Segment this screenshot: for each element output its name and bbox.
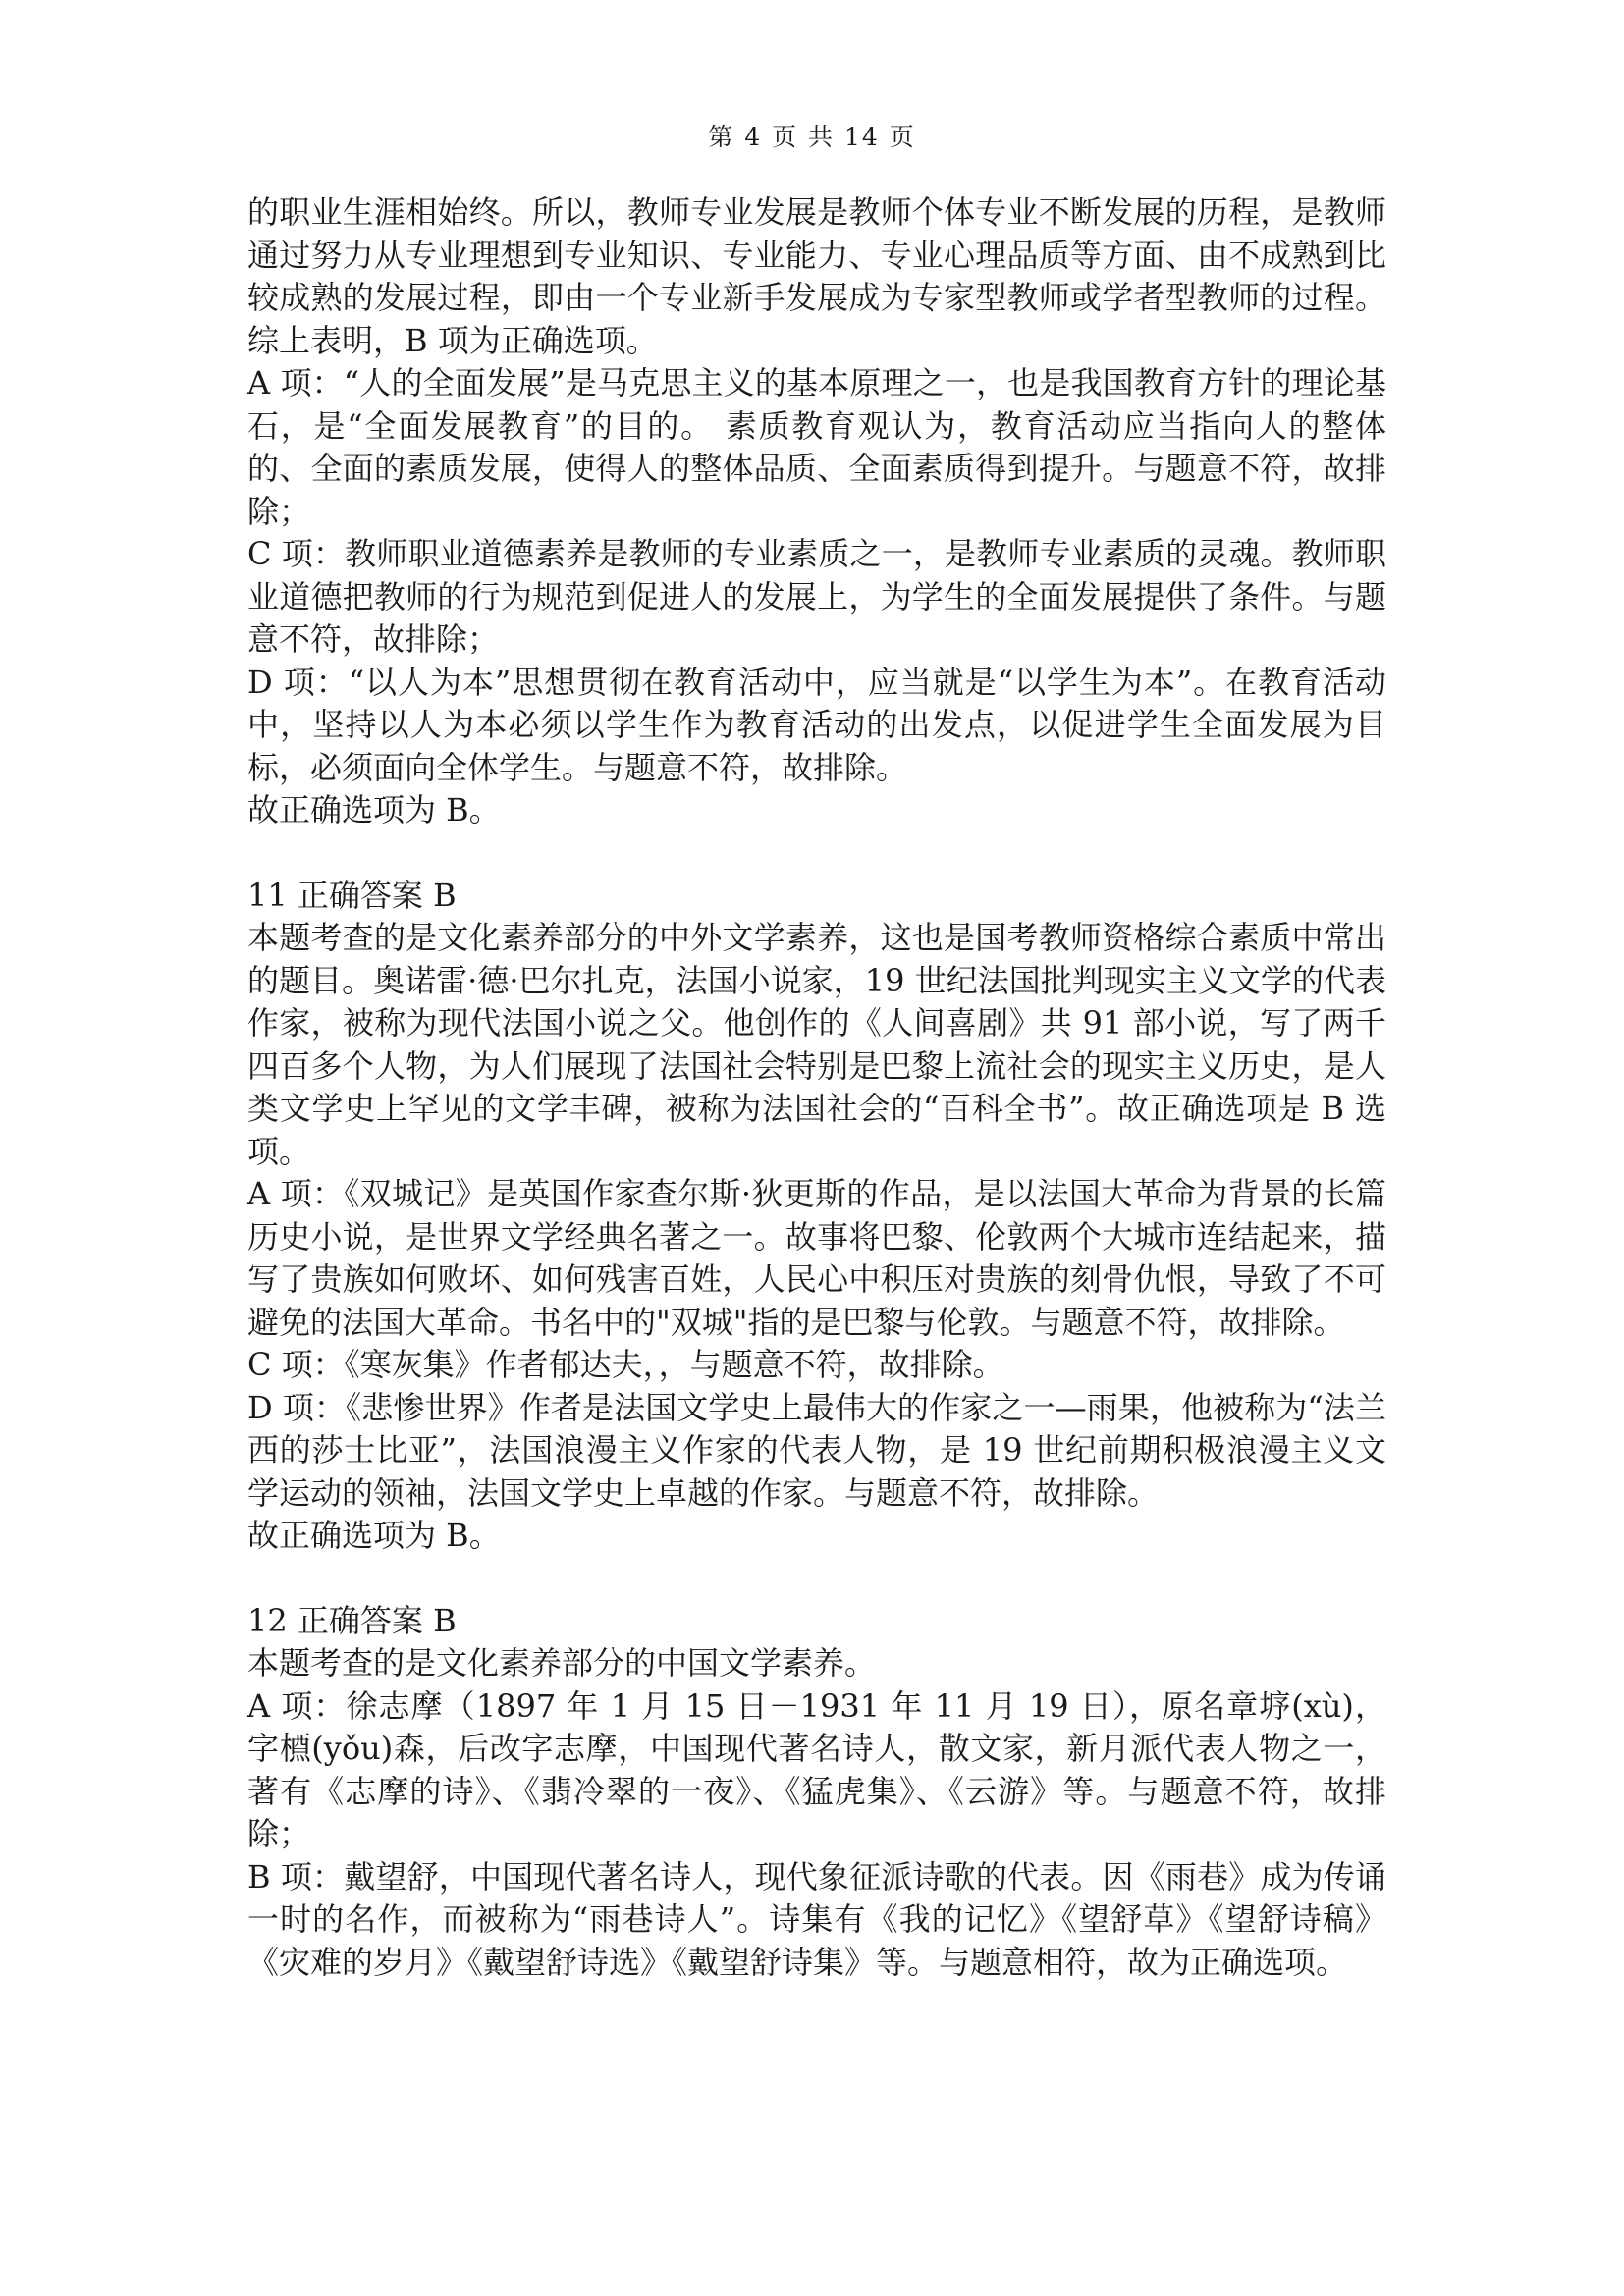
paragraph: 故正确选项为 B。 (247, 791, 501, 828)
paragraph: C 项：教师职业道德素养是教师的专业素质之一，是教师专业素质的灵魂。教师职业道德把教师的行为规范到促进人的发展上，为学生的全面发展提供了条件。与题意不符，故排除； (247, 535, 1386, 658)
paragraph: D 项：“以人为本”思想贯彻在教育活动中，应当就是“以学生为本”。在教育活动中，坚持以人为本必须以学生作为教育活动的出发点，以促进学生全面发展为目标，必须面向全体学生。与题意不符，故排除。 (247, 663, 1386, 786)
paragraph: 的职业生涯相始终。所以，教师专业发展是教师个体专业不断发展的历程，是教师通过努力从专业理想到专业知识、专业能力、专业心理品质等方面、由不成熟到比较成熟的发展过程，即由一个专业新手发展成为专家型教师或学者型教师的过程。综上表明，B 项为正确选项。 (247, 193, 1386, 359)
paragraph: A 项：“人的全面发展”是马克思主义的基本原理之一，也是我国教育方针的理论基石，是“全面发展教育”的目的。 素质教育观认为，教育活动应当指向人的整体的、全面的素质发展，使得人的整体品质、全面素质得到提升。与题意不符，故排除； (247, 364, 1386, 530)
answer-heading: 11 正确答案 B (247, 876, 457, 914)
paragraph: A 项：徐志摩（1897 年 1 月 15 日－1931 年 11 月 19 日），原名章垿(xù)，字槱(yǒu)森，后改字志摩，中国现代著名诗人，散文家，新月派代表人物之一，著有《志摩的诗》、《翡冷翠的一夜》、《猛虎集》、《云游》等。与题意不符，故排除； (247, 1686, 1386, 1852)
paragraph: A 项：《双城记》是英国作家查尔斯·狄更斯的作品，是以法国大革命为背景的长篇历史小说，是世界文学经典名著之一。故事将巴黎、伦敦两个大城市连结起来，描写了贵族如何败坏、如何残害百姓，人民心中积压对贵族的刻骨仇恨，导致了不可避免的法国大革命。书名中的"双城"指的是巴黎与伦敦。与题意不符，故排除。 (247, 1175, 1386, 1341)
document-body (247, 191, 1386, 1984)
paragraph: D 项：《悲惨世界》作者是法国文学史上最伟大的作家之一—雨果，他被称为“法兰西的莎士比亚”，法国浪漫主义作家的代表人物，是 19 世纪前期积极浪漫主义文学运动的领袖，法国文学史上卓越的作家。与题意不符，故排除。 (247, 1388, 1386, 1512)
answer-heading: 12 正确答案 B (247, 1601, 457, 1639)
paragraph: 故正确选项为 B。 (247, 1517, 501, 1554)
paragraph: B 项：戴望舒，中国现代著名诗人，现代象征派诗歌的代表。因《雨巷》成为传诵一时的名作，而被称为“雨巷诗人”。诗集有《我的记忆》《望舒草》《望舒诗稿》《灾难的岁月》《戴望舒诗选》《戴望舒诗集》等。与题意相符，故为正确选项。 (247, 1857, 1386, 1981)
paragraph: C 项：《寒灰集》作者郁达夫，，与题意不符，故排除。 (247, 1346, 1004, 1383)
page-header (0, 122, 1624, 153)
question-11-answer-section (247, 875, 1386, 1558)
question-12-answer-section (247, 1600, 1386, 1985)
page-number: 第 4 页 共 14 页 (708, 123, 916, 151)
paragraph: 本题考查的是文化素养部分的中国文学素养。 (247, 1644, 877, 1682)
paragraph: 本题考查的是文化素养部分的中外文学素养，这也是国考教师资格综合素质中常出的题目。奥诺雷·德·巴尔扎克，法国小说家，19 世纪法国批判现实主义文学的代表作家，被称为现代法国小说之父。他创作的《人间喜剧》共 91 部小说，写了两千四百多个人物，为人们展现了法国社会特别是巴黎上流社会的现实主义历史，是人类文学史上罕见的文学丰碑，被称为法国社会的“百科全书”。故正确选项是 B 选项。 (247, 919, 1386, 1170)
explanation-continuation-section (247, 191, 1386, 832)
